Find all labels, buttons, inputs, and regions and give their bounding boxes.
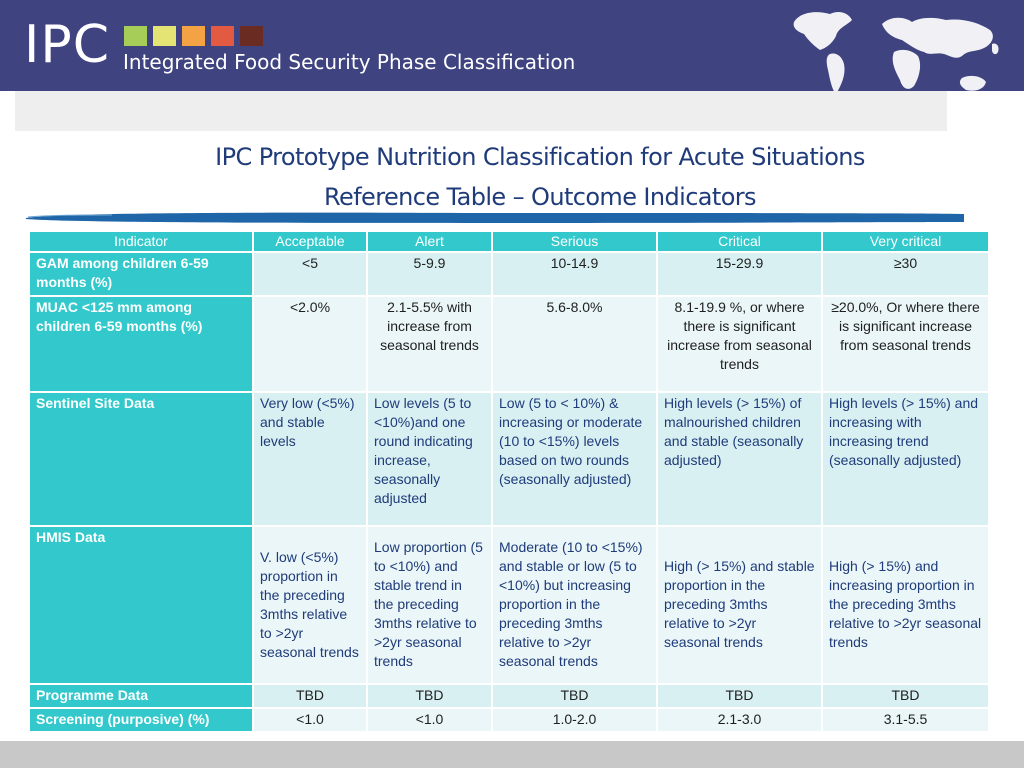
table-cell: High levels (> 15%) of malnourished children and stable (seasonally adjusted) [657, 392, 822, 526]
logo-subtitle: Integrated Food Security Phase Classification [123, 50, 576, 74]
table-cell: <1.0 [253, 708, 367, 732]
header-alert: Alert [367, 231, 492, 252]
table-cell: High (> 15%) and stable proportion in the preceding 3mths relative to >2yr seasonal trends [657, 526, 822, 684]
row-label-gam: GAM among children 6-59 months (%) [29, 252, 253, 296]
header-banner [0, 0, 1024, 91]
table-cell: <2.0% [253, 296, 367, 392]
table-cell: ≥20.0%, Or where there is significant increase from seasonal trends [822, 296, 989, 392]
subheader-band [15, 91, 947, 131]
table-cell: Low proportion (5 to <10%) and stable trend in the preceding 3mths relative to >2yr seasonal trends [367, 526, 492, 684]
table-cell: High levels (> 15%) and increasing with increasing trend (seasonally adjusted) [822, 392, 989, 526]
table-cell: 5-9.9 [367, 252, 492, 296]
header-very-critical: Very critical [822, 231, 989, 252]
outcome-indicators-table [28, 230, 990, 733]
table-row [29, 252, 989, 296]
table-cell: TBD [492, 684, 657, 708]
swatch-phase-4 [211, 26, 234, 46]
header-critical: Critical [657, 231, 822, 252]
table-cell: <1.0 [367, 708, 492, 732]
table-cell: High (> 15%) and increasing proportion in the preceding 3mths relative to >2yr seasonal trends [822, 526, 989, 684]
table-cell: 1.0-2.0 [492, 708, 657, 732]
table-row [29, 526, 989, 684]
table-cell: 2.1-3.0 [657, 708, 822, 732]
swatch-phase-3 [182, 26, 205, 46]
swatch-phase-5 [240, 26, 263, 46]
ipc-logo: IPC [24, 15, 111, 75]
table-cell: 3.1-5.5 [822, 708, 989, 732]
row-label-hmis: HMIS Data [29, 526, 253, 684]
row-label-muac: MUAC <125 mm among children 6-59 months (%) [29, 296, 253, 392]
slide-title-line-1: IPC Prototype Nutrition Classification for Acute Situations [215, 143, 865, 171]
header-acceptable: Acceptable [253, 231, 367, 252]
swatch-phase-1 [124, 26, 147, 46]
table-cell: ≥30 [822, 252, 989, 296]
table-cell: 5.6-8.0% [492, 296, 657, 392]
row-label-sentinel-site: Sentinel Site Data [29, 392, 253, 526]
table-cell: Very low (<5%) and stable levels [253, 392, 367, 526]
table-cell: 8.1-19.9 %, or where there is significant increase from seasonal trends [657, 296, 822, 392]
world-map-icon [786, 4, 1022, 91]
table-row [29, 296, 989, 392]
table-cell: Moderate (10 to <15%) and stable or low (5 to <10%) but increasing proportion in the preceding 3mths relative to >2yr seasonal trends [492, 526, 657, 684]
swatch-phase-2 [153, 26, 176, 46]
table-cell: 15-29.9 [657, 252, 822, 296]
table-row [29, 708, 989, 732]
slide-title-line-2: Reference Table – Outcome Indicators [324, 183, 756, 211]
table-cell: Low (5 to < 10%) & increasing or moderate (10 to <15%) levels based on two rounds (seasonally adjusted) [492, 392, 657, 526]
table-row [29, 684, 989, 708]
table-cell: 10-14.9 [492, 252, 657, 296]
phase-color-swatches [124, 26, 263, 46]
footer-bar [0, 741, 1024, 768]
row-label-programme: Programme Data [29, 684, 253, 708]
table-cell: Low levels (5 to <10%)and one round indicating increase, seasonally adjusted [367, 392, 492, 526]
table-cell: TBD [367, 684, 492, 708]
table-row [29, 392, 989, 526]
table-cell: 2.1-5.5% with increase from seasonal trends [367, 296, 492, 392]
table-cell: V. low (<5%) proportion in the preceding 3mths relative to >2yr seasonal trends [253, 526, 367, 684]
table-cell: TBD [253, 684, 367, 708]
table-cell: <5 [253, 252, 367, 296]
title-underline-swoosh [22, 210, 966, 226]
header-serious: Serious [492, 231, 657, 252]
table-cell: TBD [822, 684, 989, 708]
table-header-row [29, 231, 989, 252]
row-label-screening: Screening (purposive) (%) [29, 708, 253, 732]
header-indicator: Indicator [29, 231, 253, 252]
table-cell: TBD [657, 684, 822, 708]
